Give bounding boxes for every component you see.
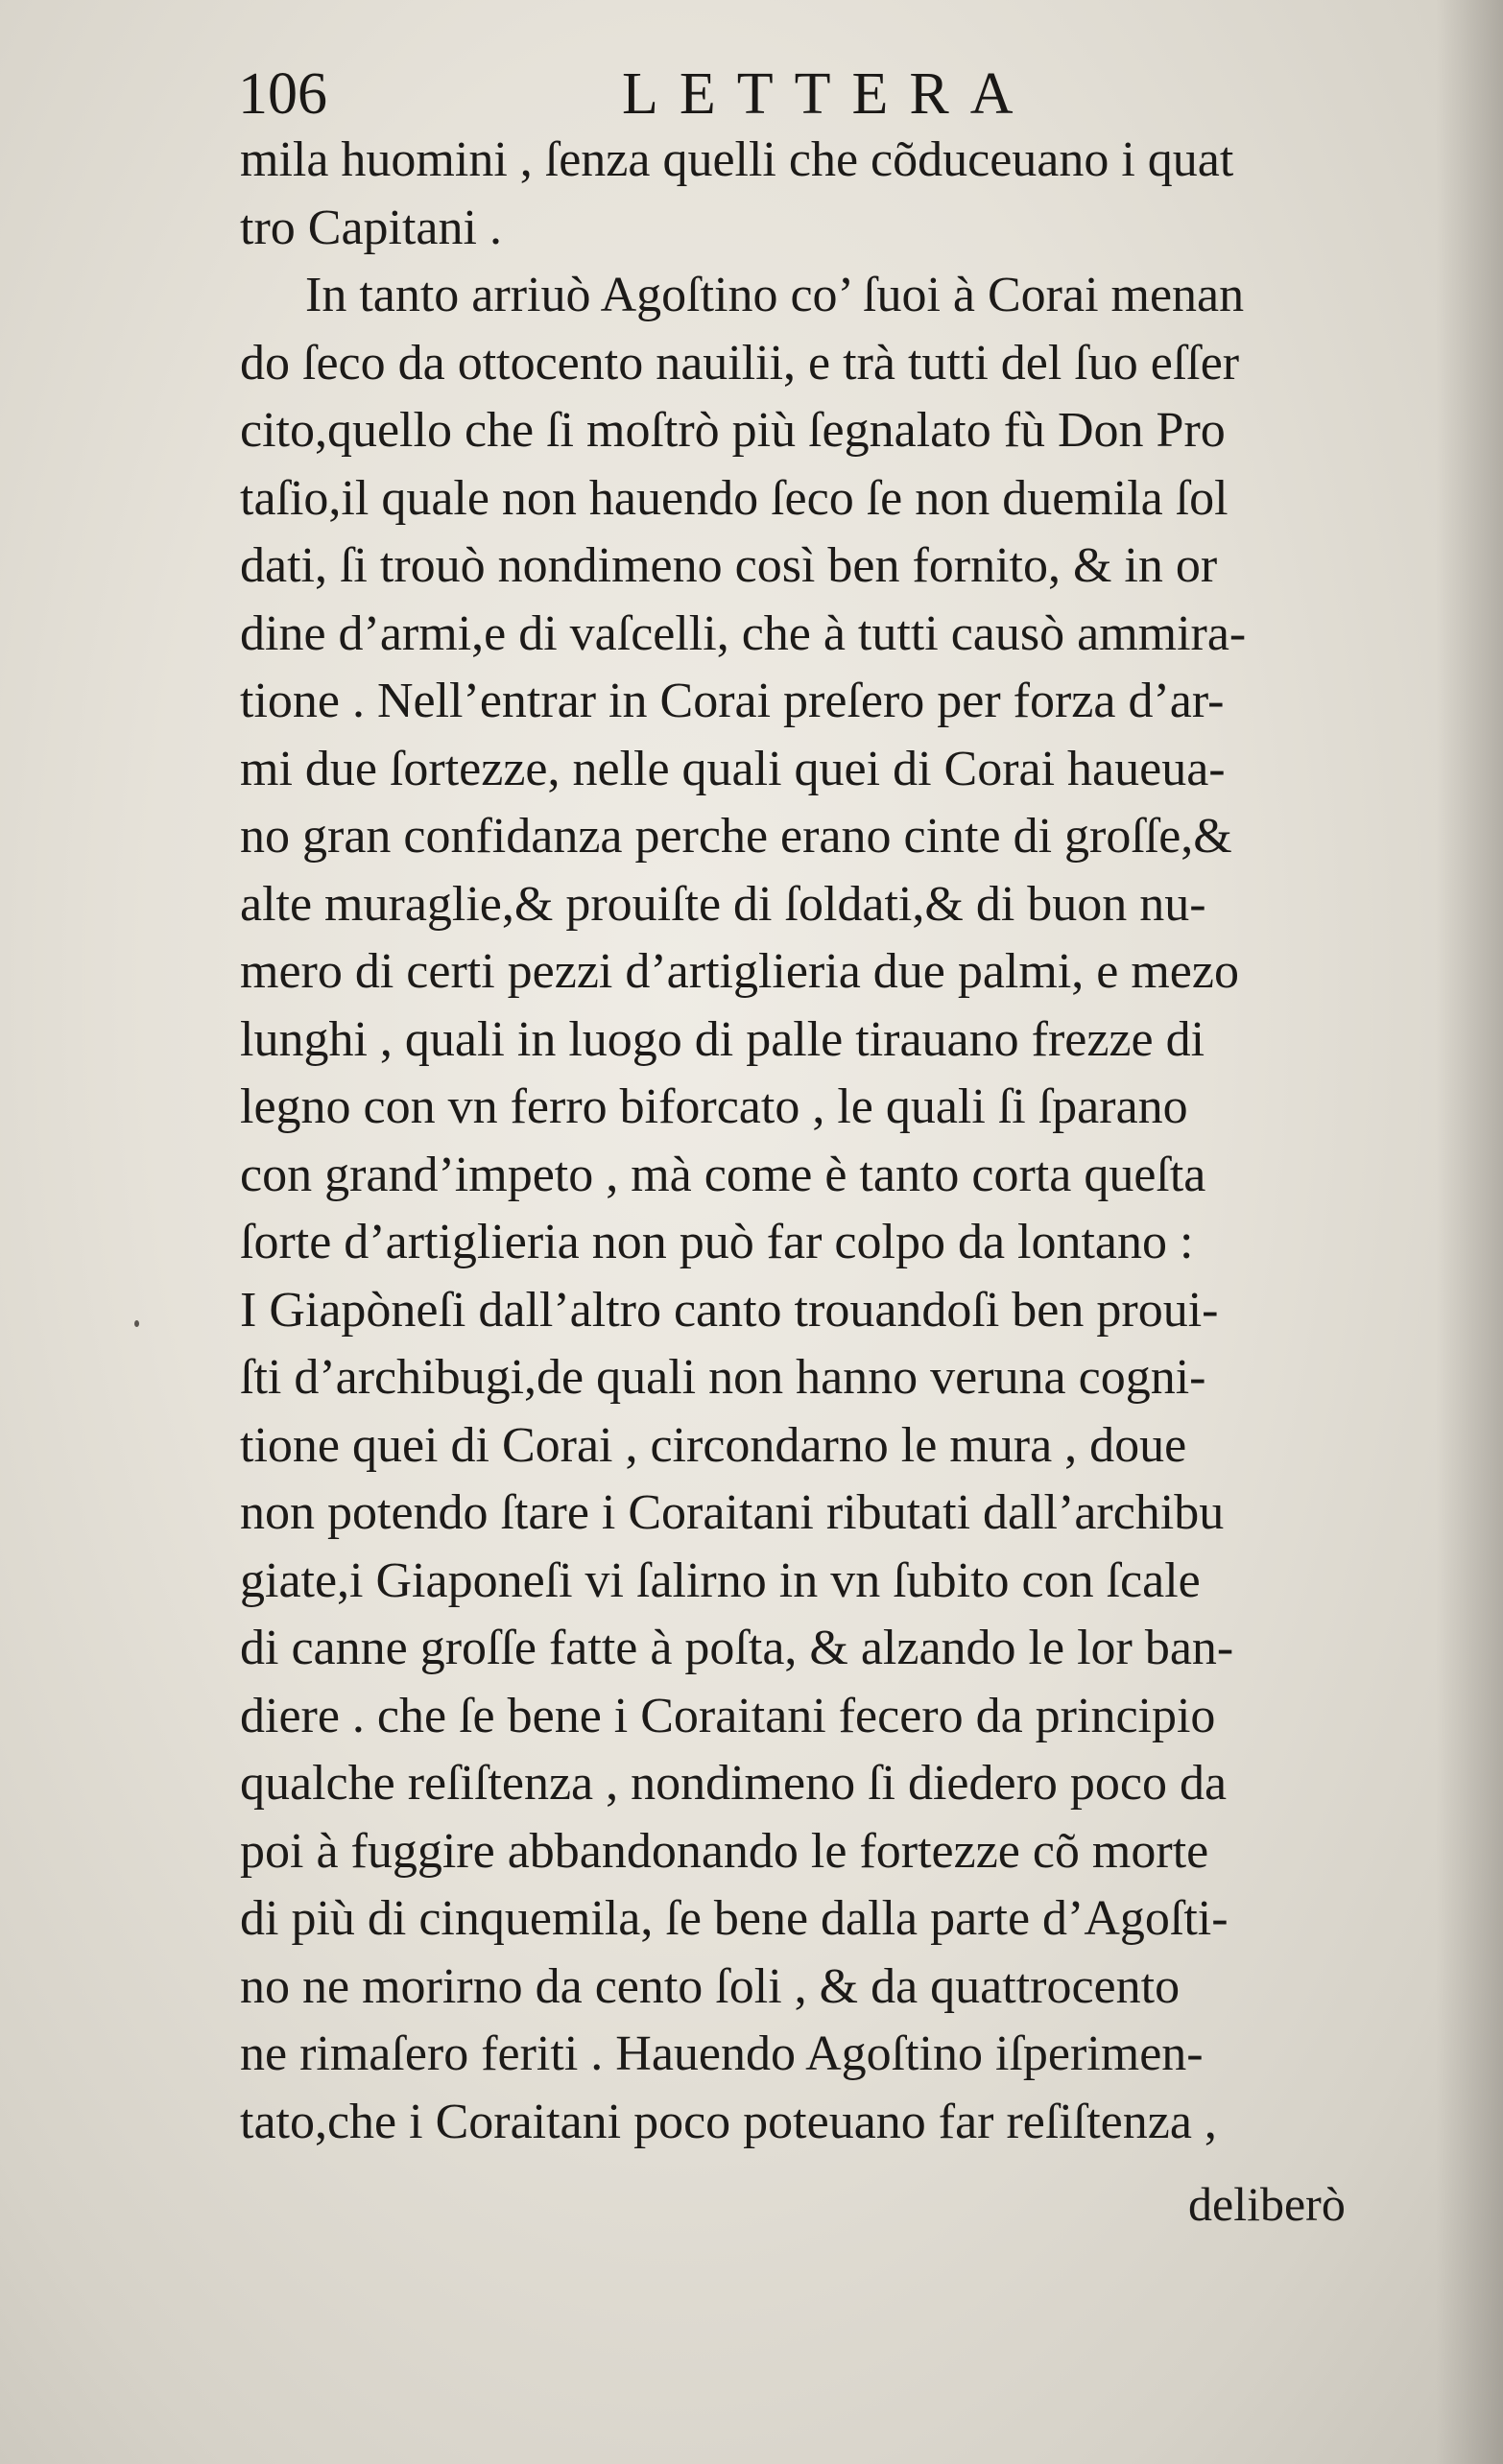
body-text (240, 127, 1468, 2156)
text-line: non potendo ſtare i Coraitani ributati dall’archibu (240, 1485, 1225, 1540)
text-line: no gran confidanza perche erano cinte di groſſe,& (240, 809, 1232, 864)
text-line: cito,quello che ſi moſtrò più ſegnalato fù Don Pro (240, 403, 1226, 458)
text-line: tione . Nell’entrar in Corai preſero per forza d’ar- (240, 674, 1225, 728)
text-line: mero di certi pezzi d’artiglieria due palmi, e mezo (240, 944, 1239, 999)
text-line: qualche reſiſtenza , nondimeno ſi diedero poco da (240, 1756, 1228, 1811)
text-line: ne rimaſero feriti . Hauendo Agoſtino iſperimen- (240, 2026, 1204, 2081)
text-line: con grand’impeto , mà come è tanto corta queſta (240, 1147, 1206, 1202)
text-line: taſio,il quale non hauendo ſeco ſe non duemila ſol (240, 470, 1229, 526)
text-line: I Giapòneſi dall’altro canto trouandoſi ben proui- (240, 1282, 1219, 1338)
text-line: di più di cinquemila, ſe bene dalla parte d’Agoſti- (240, 1891, 1229, 1946)
text-line: di canne groſſe fatte à poſta, & alzando le lor ban- (240, 1621, 1234, 1675)
text-line: In tanto arriuò Agoſtino co’ ſuoi à Corai menan (305, 268, 1245, 322)
text-line: mi due ſortezze, nelle quali quei di Corai haueua- (240, 741, 1226, 796)
text-line: giate,i Giaponeſi vi ſalirno in vn ſubito con ſcale (240, 1552, 1201, 1608)
text-line: diere . che ſe bene i Coraitani fecero da principio (240, 1688, 1216, 1743)
text-line: dine d’armi,e di vaſcelli, che à tutti causò ammira- (240, 605, 1247, 661)
text-line: ſti d’archibugi,de quali non hanno veruna cogni- (240, 1350, 1206, 1405)
text-line: alte muraglie,& prouiſte di ſoldati,& di buon nu- (240, 876, 1206, 932)
text-line: do ſeco da ottocento nauilii, e trà tutti del ſuo eſſer (240, 335, 1240, 391)
text-line: ſorte d’artiglieria non può far colpo da lontano : (240, 1215, 1194, 1269)
text-line: lunghi , quali in luogo di palle tirauano frezze di (240, 1011, 1205, 1067)
text-line: tro Capitani . (240, 200, 502, 255)
text-line: mila huomini , ſenza quelli che cõduceuano i quat (240, 132, 1234, 187)
paper-speck (134, 1320, 139, 1327)
text-line: tato,che i Coraitani poco poteuano far reſiſtenza , (240, 2094, 1217, 2149)
catchword: deliberò (1188, 2177, 1346, 2231)
page-header (238, 56, 1198, 132)
running-head: LETTERA (622, 61, 1035, 127)
text-line: legno con vn ferro biforcato , le quali ſi ſparano (240, 1079, 1188, 1134)
text-line: no ne morirno da cento ſoli , & da quattrocento (240, 1958, 1181, 2014)
text-line: dati, ſi trouò nondimeno così ben fornito, & in or (240, 538, 1218, 593)
text-line: tione quei di Corai , circondarno le mura , doue (240, 1417, 1187, 1473)
page-number: 106 (238, 61, 327, 127)
text-line: poi à fuggire abbandonando le fortezze cõ morte (240, 1823, 1209, 1879)
